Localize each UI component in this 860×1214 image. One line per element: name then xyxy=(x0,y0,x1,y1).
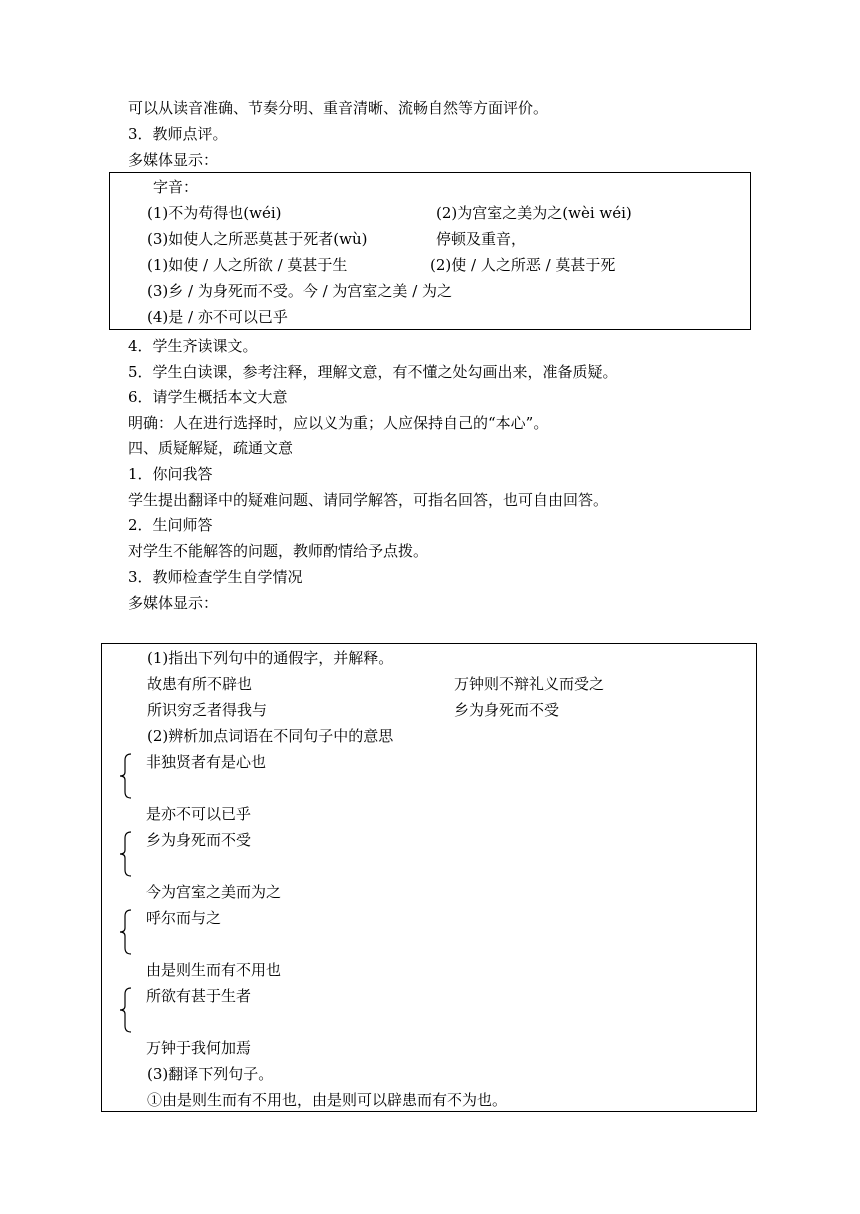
exercise-question: (2)辨析加点词语在不同句子中的意思 xyxy=(147,727,394,745)
compare-sentence: 所欲有甚于生者 xyxy=(146,987,252,1005)
compare-sentence: 由是则生而有不用也 xyxy=(146,961,282,979)
compare-sentence: 乡为身死而不受 xyxy=(146,831,252,849)
section-heading: 四、质疑解疑，疏通文意 xyxy=(128,439,294,457)
text-line: 5．学生白读课，参考注释，理解文意，有不懂之处勾画出来，准备质疑。 xyxy=(128,363,618,381)
multimedia-box-exercises xyxy=(101,643,757,1112)
text-line: 多媒体显示： xyxy=(128,151,219,169)
exercise-sentence: 故患有所不辟也 xyxy=(147,675,253,693)
text-line: 6．请学生概括本文大意 xyxy=(128,388,288,406)
brace-icon xyxy=(119,830,131,878)
text-line: 4．学生齐读课文。 xyxy=(128,337,258,355)
pause-item: (4)是 / 亦不可以已乎 xyxy=(147,308,288,326)
text-line: 3．教师检查学生自学情况 xyxy=(128,568,303,586)
pause-item: (3)乡 / 为身死而不受。今 / 为宫室之美 / 为之 xyxy=(147,282,453,300)
compare-sentence: 今为宫室之美而为之 xyxy=(146,883,282,901)
exercise-question: (1)指出下列句中的通假字，并解释。 xyxy=(147,649,394,667)
exercise-sentence: 万钟则不辩礼义而受之 xyxy=(454,675,605,693)
pronunciation-item: (2)为宫室之美为之(wèi wéi) xyxy=(436,204,632,222)
pronunciation-item: (3)如使人之所恶莫甚于死者(wù) xyxy=(147,230,368,248)
text-line: 可以从读音准确、节奏分明、重音清晰、流畅自然等方面评价。 xyxy=(128,99,549,117)
brace-icon xyxy=(119,908,131,956)
text-line: 学生提出翻译中的疑难问题、请同学解答，可指名回答，也可自由回答。 xyxy=(128,491,609,509)
brace-icon xyxy=(119,986,131,1034)
pronunciation-item: (1)不为苟得也(wéi) xyxy=(147,204,282,222)
pause-item: (1)如使 / 人之所欲 / 莫甚于生 xyxy=(147,256,348,274)
pause-stress-heading: 停顿及重音， xyxy=(436,230,527,248)
compare-sentence: 非独贤者有是心也 xyxy=(146,753,267,771)
compare-sentence: 万钟于我何加焉 xyxy=(146,1039,252,1057)
compare-sentence: 呼尔而与之 xyxy=(146,909,222,927)
pause-item: (2)使 / 人之所恶 / 莫甚于死 xyxy=(430,256,616,274)
box-heading: 字音： xyxy=(153,178,199,196)
exercise-sentence: ①由是则生而有不用也，由是则可以辟患而有不为也。 xyxy=(147,1091,508,1109)
exercise-sentence: 所识穷乏者得我与 xyxy=(147,701,268,719)
compare-sentence: 是亦不可以已乎 xyxy=(146,805,252,823)
exercise-question: (3)翻译下列句子。 xyxy=(147,1065,274,1083)
exercise-sentence: 乡为身死而不受 xyxy=(454,701,560,719)
text-line: 1．你问我答 xyxy=(128,465,213,483)
text-line: 多媒体显示： xyxy=(128,594,219,612)
multimedia-box-pronunciation xyxy=(109,172,751,330)
text-line: 3．教师点评。 xyxy=(128,125,228,143)
text-line: 对学生不能解答的问题，教师酌情给予点拨。 xyxy=(128,542,429,560)
text-line: 明确：人在进行选择时，应以义为重；人应保持自己的“本心”。 xyxy=(128,414,549,432)
brace-icon xyxy=(119,752,131,800)
text-line: 2．生问师答 xyxy=(128,516,213,534)
